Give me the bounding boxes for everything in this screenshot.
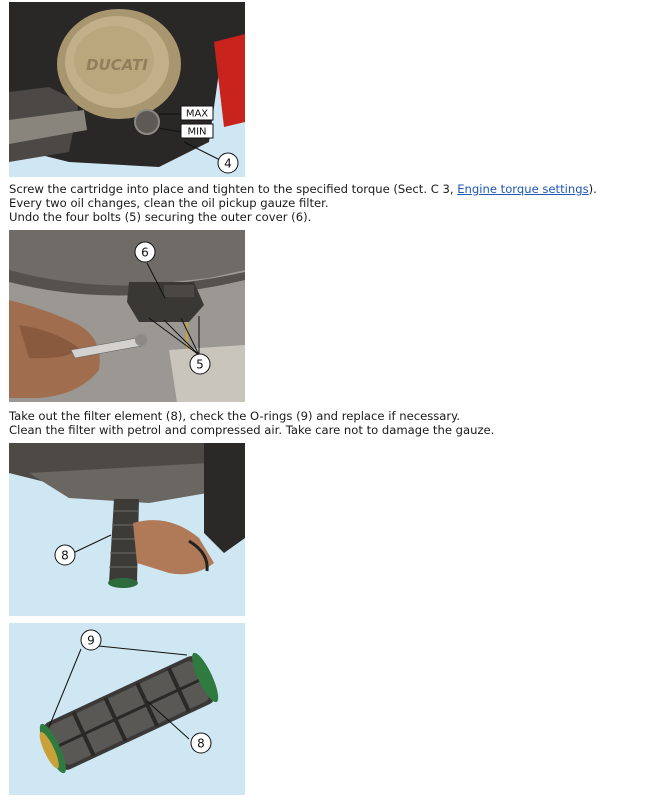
outer-cover-bolts-photo xyxy=(9,230,245,402)
callout-label-6: 6 xyxy=(141,245,149,260)
engine-oil-level-photo xyxy=(9,2,245,177)
min-tag-label: MIN xyxy=(187,126,207,138)
callout-label-8: 8 xyxy=(61,548,69,563)
instructions-paragraph-1 xyxy=(9,182,597,224)
callout-label-8: 8 xyxy=(197,736,205,751)
callout-label-4: 4 xyxy=(224,156,232,171)
instruction-line: Undo the four bolts (5) securing the outer cover (6). xyxy=(9,210,312,224)
instructions-paragraph-2 xyxy=(9,409,494,437)
max-tag-label: MAX xyxy=(185,108,209,120)
filter-removal-photo xyxy=(9,443,245,616)
instruction-line: Take out the filter element (8), check the O-rings (9) and replace if necessary. xyxy=(9,409,461,423)
instruction-text: ). xyxy=(588,182,597,196)
ducati-logo: DUCATI xyxy=(86,56,148,74)
callout-label-9: 9 xyxy=(87,633,95,648)
filter-element-o-rings-photo xyxy=(9,623,245,795)
instruction-line: Clean the filter with petrol and compressed air. Take care not to damage the gauze. xyxy=(9,423,495,437)
engine-torque-settings-link[interactable]: Engine torque settings xyxy=(457,182,589,196)
callout-label-5: 5 xyxy=(196,357,204,372)
instruction-line xyxy=(9,182,597,196)
instruction-text: Screw the cartridge into place and tighten to the specified torque (Sect. C 3, xyxy=(9,182,458,196)
instruction-line: Every two oil changes, clean the oil pickup gauze filter. xyxy=(9,196,329,210)
